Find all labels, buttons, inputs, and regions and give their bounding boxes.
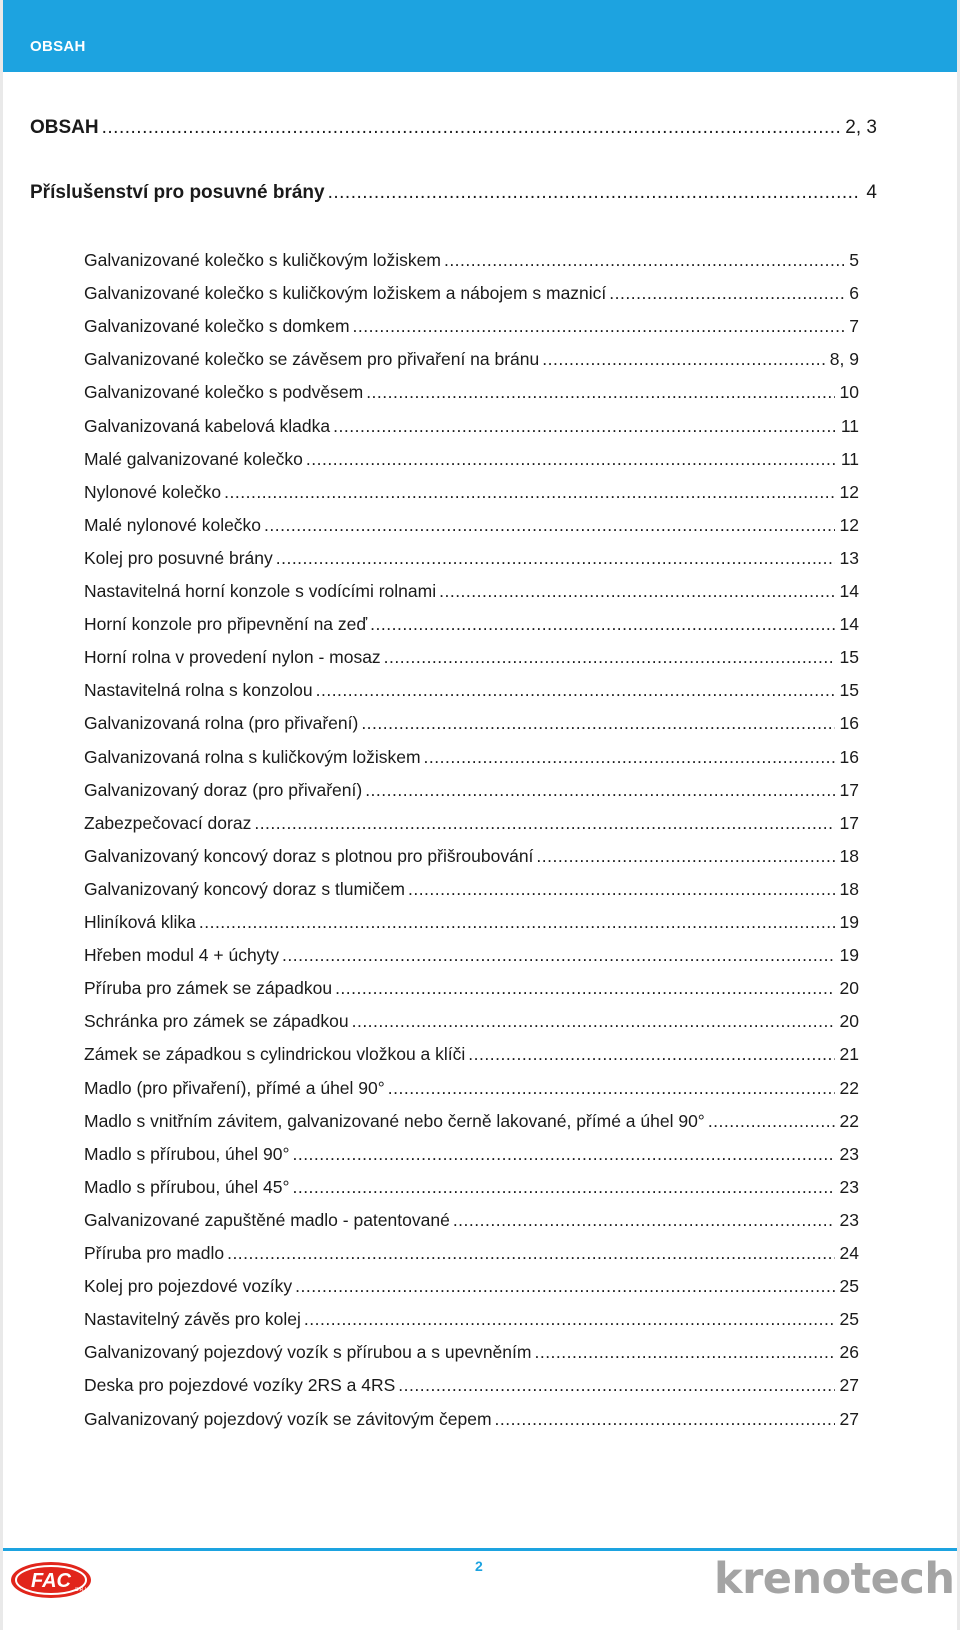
toc-entry-label: Galvanizovaný koncový doraz s plotnou pro přišroubování (84, 845, 534, 866)
toc-entry-page: 7 (849, 316, 859, 337)
toc-sub-entry[interactable] (84, 978, 859, 999)
toc-sub-entry[interactable] (84, 416, 859, 437)
toc-sub-entry[interactable] (84, 1243, 859, 1264)
toc-entry-page: 19 (839, 912, 859, 932)
dot-leader (306, 449, 836, 470)
toc-sub-entry[interactable] (84, 879, 859, 900)
toc-entry-label: Příruba pro zámek se západkou (84, 978, 333, 999)
dot-leader (366, 382, 834, 403)
toc-entry-label: Nylonové kolečko (84, 481, 222, 502)
dot-leader (424, 747, 835, 768)
toc-entry-page: 27 (839, 1408, 859, 1429)
toc-sub-entry[interactable] (84, 515, 859, 536)
toc-entry-label: Příslušenství pro posuvné brány (30, 182, 325, 203)
toc-sub-entry[interactable] (84, 780, 859, 801)
toc-sub-entry[interactable] (84, 1342, 859, 1363)
toc-entry-label: Nastavitelná horní konzole s vodícími rolnami (84, 581, 437, 601)
toc-sub-entry[interactable] (84, 581, 859, 602)
dot-leader (609, 283, 844, 304)
toc-entry-label: Galvanizovaná rolna s kuličkovým ložiskem (84, 746, 421, 767)
toc-sub-entry[interactable] (84, 945, 859, 966)
dot-leader (292, 1177, 834, 1198)
toc-sub-entry[interactable] (84, 1044, 859, 1065)
toc-entry-label: Horní rolna v provedení nylon - mosaz (84, 647, 381, 668)
dot-leader (388, 1078, 835, 1099)
toc-entry-page: 20 (839, 1011, 859, 1032)
toc-entry-label: Nastavitelná rolna s konzolou (84, 680, 313, 701)
toc-entry-label: Galvanizované zapuštěné madlo - patentované (84, 1209, 450, 1230)
toc-entry-page: 5 (849, 250, 859, 270)
toc-entry-label: Galvanizované kolečko s podvěsem (84, 382, 364, 403)
toc-entry-label: Hřeben modul 4 + úchyty (84, 945, 280, 966)
toc-sub-entry[interactable] (84, 713, 859, 734)
toc-entry-page: 22 (839, 1110, 859, 1131)
toc-main-entry[interactable] (30, 117, 877, 139)
toc-sub-entry[interactable] (84, 1276, 859, 1297)
page-number: 2 (475, 1558, 483, 1574)
dot-leader (495, 1409, 835, 1430)
toc-sub-entry[interactable] (84, 382, 859, 403)
dot-leader (365, 780, 834, 801)
dot-leader (439, 581, 834, 602)
dot-leader (353, 316, 845, 337)
toc-entry-label: Deska pro pojezdové vozíky 2RS a 4RS (84, 1375, 396, 1396)
toc-sub-entry[interactable] (84, 747, 859, 768)
toc-entry-page: 27 (839, 1375, 859, 1396)
toc-entry-label: Galvanizovaná rolna (pro přivaření) (84, 713, 359, 734)
toc-entry-page: 11 (840, 448, 859, 469)
toc-entry-label: Madlo s přírubou, úhel 90° (84, 1143, 290, 1164)
toc-sub-entry[interactable] (84, 283, 859, 304)
toc-entry-page: 23 (839, 1176, 859, 1197)
toc-entry-page: 8, 9 (829, 349, 859, 370)
toc-entry-page: 18 (839, 845, 859, 866)
toc-sub-entry[interactable] (84, 647, 859, 668)
dot-leader (408, 879, 835, 900)
toc-entry-page: 15 (839, 680, 859, 701)
fac-logo-text: FAC (31, 1570, 71, 1592)
toc-sub-entry[interactable] (84, 912, 859, 933)
toc-sub-entry[interactable] (84, 680, 859, 701)
toc-sub-entry[interactable] (84, 349, 859, 370)
toc-entry-page: 23 (839, 1209, 859, 1230)
dot-leader (453, 1210, 835, 1231)
toc-entry-label: Kolej pro pojezdové vozíky (84, 1276, 293, 1297)
dot-leader (224, 482, 834, 503)
toc-entry-page: 15 (839, 647, 859, 668)
toc-sub-entry[interactable] (84, 548, 859, 569)
toc-sub-entry[interactable] (84, 1409, 859, 1430)
toc-entry-label: Galvanizované kolečko se závěsem pro přivaření na bránu (84, 349, 540, 370)
toc-entry-label: Galvanizovaný pojezdový vozík s přírubou a s upevněním (84, 1342, 532, 1363)
header-bar (3, 0, 957, 72)
dot-leader (335, 978, 834, 999)
toc-entry-page: 21 (839, 1044, 859, 1065)
toc-entry-label: Malé nylonové kolečko (84, 514, 262, 535)
toc-entry-label: Schránka pro zámek se západkou (84, 1011, 349, 1032)
toc-entry-page: 19 (839, 945, 859, 966)
dot-leader (398, 1375, 834, 1396)
toc-entry-label: Kolej pro posuvné brány (84, 547, 273, 568)
dot-leader (199, 912, 835, 933)
toc-entry-label: Hliníková klika (84, 912, 196, 932)
toc-entry-page: 16 (839, 746, 859, 767)
toc-sub-entry[interactable] (84, 1210, 859, 1231)
toc-entry-label: Galvanizované kolečko s kuličkovým ložiskem a nábojem s maznicí (84, 283, 607, 304)
toc-sub-entry[interactable] (84, 614, 859, 635)
toc-entry-page: 22 (839, 1077, 859, 1098)
dot-leader (295, 1276, 834, 1297)
toc-sub-entry[interactable] (84, 316, 859, 337)
toc-sub-entry[interactable] (84, 1111, 859, 1132)
dot-leader (352, 1011, 835, 1032)
dot-leader (333, 416, 836, 437)
toc-entry-page: 17 (839, 779, 859, 800)
toc-entry-page: 2, 3 (845, 117, 877, 138)
toc-entry-page: 18 (839, 878, 859, 899)
fac-logo-suffix: S.R.L (75, 1587, 88, 1593)
fac-logo (9, 1558, 97, 1602)
toc-entry-label: Zámek se západkou s cylindrickou vložkou a klíči (84, 1044, 466, 1065)
toc-entry-label: Madlo (pro přivaření), přímé a úhel 90° (84, 1077, 385, 1098)
dot-leader (370, 614, 834, 635)
dot-leader (444, 250, 844, 271)
toc-sub-entry[interactable] (84, 1309, 859, 1330)
dot-leader (282, 945, 834, 966)
toc-entry-page: 10 (839, 382, 859, 403)
toc-sub-entry[interactable] (84, 813, 859, 834)
toc-entry-page: 20 (839, 978, 859, 999)
toc-sub-entry[interactable] (84, 1144, 859, 1165)
toc-entry-label: Galvanizované kolečko s kuličkovým ložiskem (84, 250, 441, 270)
toc-entry-page: 11 (840, 415, 859, 436)
toc-sub-entry[interactable] (84, 1078, 859, 1099)
toc-entry-label: Zabezpečovací doraz (84, 812, 252, 833)
dot-leader (102, 117, 841, 139)
toc-sub-entry[interactable] (84, 1177, 859, 1198)
dot-leader (227, 1243, 834, 1264)
toc-main-entry[interactable] (30, 182, 877, 204)
toc-entry-label: Nastavitelný závěs pro kolej (84, 1309, 301, 1330)
toc-entry-page: 26 (839, 1342, 859, 1363)
dot-leader (264, 515, 834, 536)
dot-leader (536, 846, 834, 867)
toc-entry-page: 23 (839, 1143, 859, 1164)
toc-entry-label: Galvanizované kolečko s domkem (84, 316, 350, 337)
dot-leader (304, 1309, 835, 1330)
toc-entry-page: 16 (839, 713, 859, 734)
toc-entry-page: 25 (839, 1309, 859, 1330)
dot-leader (534, 1342, 834, 1363)
dot-leader (708, 1111, 835, 1132)
toc-entry-page: 14 (839, 614, 859, 635)
dot-leader (276, 548, 835, 569)
dot-leader (384, 647, 835, 668)
toc-entry-label: Galvanizovaný pojezdový vozík se závitovým čepem (84, 1408, 492, 1429)
dot-leader (468, 1044, 834, 1065)
toc-entry-page: 25 (839, 1276, 859, 1297)
header-title: OBSAH (30, 38, 86, 55)
dot-leader (361, 713, 834, 734)
toc-entry-label: Galvanizovaná kabelová kladka (84, 415, 331, 436)
dot-leader (292, 1144, 834, 1165)
toc-entry-label: Madlo s přírubou, úhel 45° (84, 1176, 290, 1197)
dot-leader (254, 813, 834, 834)
toc-entry-page: 4 (866, 182, 877, 203)
toc-entry-page: 24 (839, 1243, 859, 1263)
toc-entry-label: Galvanizovaný koncový doraz s tlumičem (84, 878, 405, 899)
dot-leader (328, 182, 862, 204)
toc-entry-label: Madlo s vnitřním závitem, galvanizované nebo černě lakované, přímé a úhel 90° (84, 1110, 705, 1131)
toc-entry-label: Malé galvanizované kolečko (84, 448, 303, 469)
toc-sub-entry[interactable] (84, 482, 859, 503)
toc-entry-label: Galvanizovaný doraz (pro přivaření) (84, 779, 363, 800)
toc-sub-entry[interactable] (84, 846, 859, 867)
document-page (3, 0, 957, 1630)
toc-sub-entry[interactable] (84, 1011, 859, 1032)
toc-sub-entry[interactable] (84, 449, 859, 470)
toc-entry-page: 13 (839, 547, 859, 568)
krenotech-logo: krenotech (714, 1554, 955, 1604)
toc-entry-label: OBSAH (30, 117, 99, 138)
toc-sub-entry[interactable] (84, 250, 859, 271)
toc-entry-label: Horní konzole pro připevnění na zeď (84, 614, 368, 635)
dot-leader (542, 349, 825, 370)
dot-leader (316, 680, 835, 701)
toc-entry-page: 14 (839, 581, 859, 601)
toc-entry-page: 12 (839, 481, 859, 502)
toc-sub-entry[interactable] (84, 1375, 859, 1396)
toc-entry-page: 6 (849, 283, 859, 304)
toc-entry-label: Příruba pro madlo (84, 1243, 225, 1263)
toc-entry-page: 17 (839, 812, 859, 833)
toc-entry-page: 12 (839, 514, 859, 535)
footer-divider (3, 1548, 957, 1551)
